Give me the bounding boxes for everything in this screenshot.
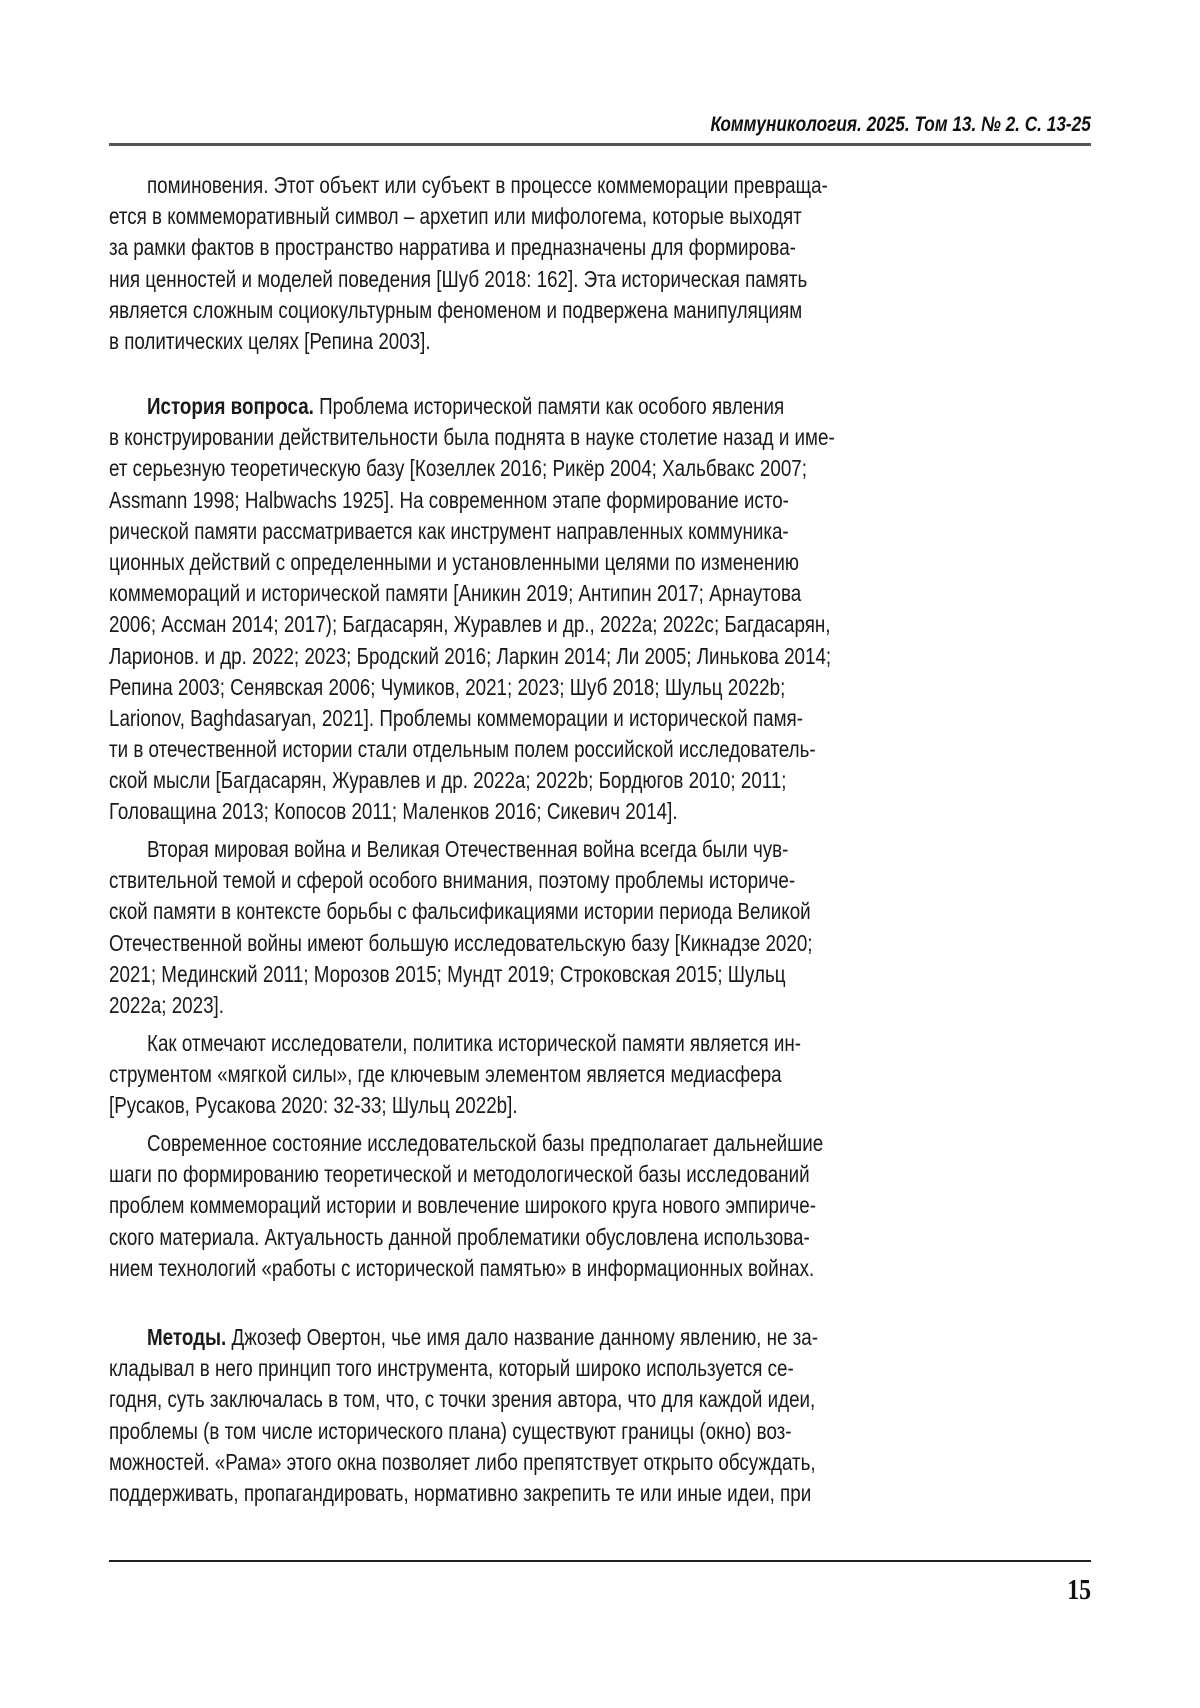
text-line xyxy=(109,672,1091,703)
text-line xyxy=(109,1478,1091,1509)
text-line xyxy=(109,295,1091,326)
text-line-content xyxy=(109,1447,816,1478)
text-line-content xyxy=(109,765,787,796)
text-line xyxy=(109,928,1091,959)
text-line-content xyxy=(109,578,801,609)
text-line xyxy=(109,264,1091,295)
text-line xyxy=(109,485,1091,516)
line-text: Современное состояние исследовательской базы предполагает дальнейшие xyxy=(147,1130,824,1156)
line-text: рической памяти рассматривается как инструмент направленных коммуника- xyxy=(109,517,789,544)
line-text: нием технологий «работы с исторической памятью» в информационных войнах. xyxy=(109,1254,815,1281)
line-text: Как отмечают исследователи, политика исторической памяти является ин- xyxy=(147,1030,801,1056)
line-text: Отечественной войны имеют большую исследовательскую базу [Кикнадзе 2020; xyxy=(109,929,813,956)
text-line-content xyxy=(109,1059,782,1090)
text-line-content xyxy=(109,990,224,1021)
text-line xyxy=(109,796,1091,827)
line-text: Джозеф Овертон, чье имя дало название данному явлению, не за- xyxy=(226,1324,819,1350)
text-line xyxy=(109,422,1091,453)
text-line-content xyxy=(109,734,816,765)
text-line xyxy=(109,990,1091,1021)
text-line-content xyxy=(109,1090,518,1121)
line-text: Ларионов. и др. 2022; 2023; Бродский 2016; Ларкин 2014; Ли 2005; Линькова 2014; xyxy=(109,642,832,669)
text-line xyxy=(109,391,1091,422)
text-line xyxy=(109,1416,1091,1447)
text-line-content xyxy=(147,391,784,422)
text-line xyxy=(109,453,1091,484)
text-line-content xyxy=(109,264,807,295)
text-line xyxy=(109,641,1091,672)
text-line xyxy=(109,1159,1091,1190)
text-line-content xyxy=(109,453,807,484)
line-text: кладывал в него принцип того инструмента, который широко используется се- xyxy=(109,1355,794,1382)
line-text: коммемораций и исторической памяти [Аникин 2019; Антипин 2017; Арнаутова xyxy=(109,580,802,607)
page-number: 15 xyxy=(1067,1575,1091,1606)
text-line-content xyxy=(109,547,799,578)
section-heading: Методы. xyxy=(147,1324,227,1350)
text-line-content xyxy=(109,485,789,516)
text-line xyxy=(109,232,1091,263)
line-text: [Русаков, Русакова 2020: 32-33; Шульц 2022b]. xyxy=(109,1092,518,1119)
text-line-content xyxy=(109,1478,811,1509)
text-line-content xyxy=(109,1222,810,1253)
line-text: за рамки фактов в пространство нарратива и предназначены для формирова- xyxy=(109,234,796,261)
line-text: ется в коммеморативный символ – архетип или мифологема, которые выходят xyxy=(109,203,802,230)
text-line xyxy=(109,1128,1091,1159)
line-text: является сложным социокультурным феноменом и подвержена манипуляциям xyxy=(109,296,803,323)
line-text: в политических целях [Репина 2003]. xyxy=(109,327,431,354)
line-text: Larionov, Baghdasaryan, 2021]. Проблемы коммеморации и исторической памя- xyxy=(109,704,803,731)
text-line-content xyxy=(109,672,785,703)
paragraph-intro xyxy=(109,170,1091,357)
text-line xyxy=(109,834,1091,865)
line-text: в конструировании действительности была поднята в науке столетие назад и име- xyxy=(109,424,835,451)
text-line-content xyxy=(109,609,831,640)
text-line-content xyxy=(109,326,431,357)
line-text: можностей. «Рама» этого окна позволяет либо препятствует открыто обсуждать, xyxy=(109,1448,816,1475)
line-text: ского материала. Актуальность данной проблематики обусловлена использова- xyxy=(109,1223,810,1250)
text-line xyxy=(109,865,1091,896)
text-line-content xyxy=(109,796,678,827)
text-line-content xyxy=(109,1159,810,1190)
text-line-content xyxy=(109,928,813,959)
text-line-content xyxy=(147,1322,818,1353)
line-text: ти в отечественной истории стали отдельным полем российской исследователь- xyxy=(109,736,816,763)
text-line xyxy=(109,516,1091,547)
line-text: Головащина 2013; Копосов 2011; Маленков 2016; Сикевич 2014]. xyxy=(109,798,678,825)
line-text: струментом «мягкой силы», где ключевым элементом является медиасфера xyxy=(109,1061,782,1088)
line-text: ствительной темой и сферой особого внимания, поэтому проблемы историче- xyxy=(109,867,796,894)
paragraph-soft-power xyxy=(109,1028,1091,1122)
text-line xyxy=(109,1322,1091,1353)
line-text: ской памяти в контексте борьбы с фальсификациями истории периода Великой xyxy=(109,898,811,925)
text-line-content xyxy=(147,170,828,201)
text-line-content xyxy=(109,641,831,672)
text-line xyxy=(109,609,1091,640)
paragraph-wwii xyxy=(109,834,1091,1021)
header-rule xyxy=(109,143,1091,146)
text-line xyxy=(109,1253,1091,1284)
text-line xyxy=(109,578,1091,609)
footer-rule xyxy=(109,1560,1091,1562)
text-line-content xyxy=(109,959,786,990)
running-head: Коммуникология. 2025. Том 13. № 2. С. 13-25 xyxy=(710,113,1091,136)
text-line xyxy=(109,326,1091,357)
text-line xyxy=(109,170,1091,201)
paragraph-methods xyxy=(109,1322,1091,1509)
text-line-content xyxy=(109,1353,794,1384)
text-line-content xyxy=(109,1384,815,1415)
text-line xyxy=(109,547,1091,578)
paragraph-research-base xyxy=(109,1128,1091,1284)
text-line xyxy=(109,1222,1091,1253)
paragraph-history xyxy=(109,391,1091,828)
text-line xyxy=(109,896,1091,927)
text-line-content xyxy=(109,295,802,326)
text-line xyxy=(109,703,1091,734)
text-line xyxy=(109,1353,1091,1384)
section-heading: История вопроса. xyxy=(147,393,314,419)
line-text: ской мысли [Багдасарян, Журавлев и др. 2022a; 2022b; Бордюгов 2010; 2011; xyxy=(109,767,787,794)
line-text: проблем коммемораций истории и вовлечение широкого круга нового эмпириче- xyxy=(109,1192,817,1219)
line-text: годня, суть заключалась в том, что, с точки зрения автора, что для каждой идеи, xyxy=(109,1386,816,1413)
text-line-content xyxy=(109,1253,814,1284)
line-text: Репина 2003; Сенявская 2006; Чумиков, 2021; 2023; Шуб 2018; Шульц 2022b; xyxy=(109,673,786,700)
text-line xyxy=(109,1190,1091,1221)
line-text: проблемы (в том числе исторического плана) существуют границы (окно) воз- xyxy=(109,1417,792,1444)
text-line xyxy=(109,1090,1091,1121)
line-text: 2022a; 2023]. xyxy=(109,991,224,1018)
text-line-content xyxy=(109,703,803,734)
line-text: Вторая мировая война и Великая Отечественная война всегда были чув- xyxy=(147,836,789,862)
line-text: поддерживать, пропагандировать, нормативно закрепить те или иные идеи, при xyxy=(109,1479,812,1506)
text-line xyxy=(109,1384,1091,1415)
text-line xyxy=(109,1059,1091,1090)
line-text: Проблема исторической памяти как особого явления xyxy=(313,393,785,419)
line-text: шаги по формированию теоретической и методологической базы исследований xyxy=(109,1161,810,1188)
text-line-content xyxy=(109,865,795,896)
text-line xyxy=(109,1028,1091,1059)
line-text: поминовения. Этот объект или субъект в процессе коммеморации превраща- xyxy=(147,172,828,198)
text-line-content xyxy=(147,1028,801,1059)
text-line-content xyxy=(109,516,789,547)
text-line-content xyxy=(109,1190,816,1221)
text-line-content xyxy=(109,422,835,453)
text-line xyxy=(109,765,1091,796)
line-text: ционных действий с определенными и установленными целями по изменению xyxy=(109,548,799,575)
text-line-content xyxy=(109,1416,792,1447)
line-text: ет серьезную теоретическую базу [Козеллек 2016; Рикёр 2004; Хальбвакс 2007; xyxy=(109,455,807,482)
line-text: 2006; Ассман 2014; 2017); Багдасарян, Журавлев и др., 2022a; 2022c; Багдасарян, xyxy=(109,611,831,638)
text-line xyxy=(109,1447,1091,1478)
line-text: ния ценностей и моделей поведения [Шуб 2018: 162]. Эта историческая память xyxy=(109,265,808,292)
text-line xyxy=(109,201,1091,232)
text-line-content xyxy=(109,232,796,263)
text-line-content xyxy=(109,201,802,232)
text-line-content xyxy=(147,1128,823,1159)
text-line xyxy=(109,734,1091,765)
text-line xyxy=(109,959,1091,990)
text-line-content xyxy=(109,896,811,927)
line-text: 2021; Мединский 2011; Морозов 2015; Мундт 2019; Строковская 2015; Шульц xyxy=(109,960,786,987)
line-text: Assmann 1998; Halbwachs 1925]. На современном этапе формирование исто- xyxy=(109,486,789,513)
text-line-content xyxy=(147,834,788,865)
